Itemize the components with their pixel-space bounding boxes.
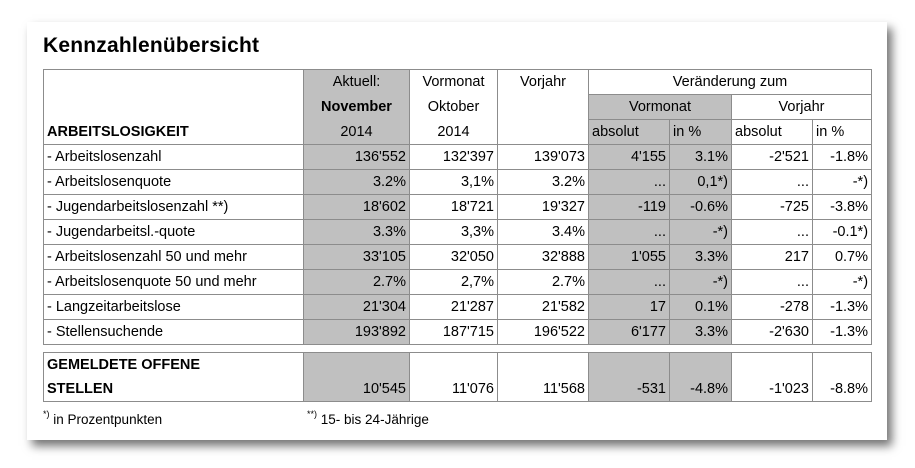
table-row (44, 295, 872, 320)
header-prev-year-label: Vorjahr (498, 70, 589, 95)
change-pm-absolut: 6'177 (589, 320, 670, 345)
header-change-prev-month: Vormonat (589, 95, 732, 120)
prev-year-value: 3.2% (498, 170, 589, 195)
header-row-2 (44, 95, 872, 120)
row-label: - Arbeitslosenquote (44, 170, 304, 195)
change-py-percent: -0.1*) (813, 220, 872, 245)
row-label: - Langzeitarbeitslose (44, 295, 304, 320)
row-label: - Arbeitslosenquote 50 und mehr (44, 270, 304, 295)
open-positions-row-1 (44, 353, 872, 378)
prev-month-value: 132'397 (410, 145, 498, 170)
change-pm-absolut: -119 (589, 195, 670, 220)
current-value: 10'545 (304, 377, 410, 402)
change-py-percent: 0.7% (813, 245, 872, 270)
table-row (44, 320, 872, 345)
change-pm-absolut: 17 (589, 295, 670, 320)
change-pm-percent: 0.1% (670, 295, 732, 320)
prev-year-value: 19'327 (498, 195, 589, 220)
change-pm-percent: 3.3% (670, 245, 732, 270)
prev-month-value: 3,1% (410, 170, 498, 195)
header-change-label: Veränderung zum (589, 70, 872, 95)
change-pm-absolut: -531 (589, 377, 670, 402)
open-positions-label-2: STELLEN (44, 377, 304, 402)
blank (304, 353, 410, 378)
header-py-percent: in % (813, 120, 872, 145)
prev-year-value: 32'888 (498, 245, 589, 270)
header-prev-month-year: 2014 (410, 120, 498, 145)
change-pm-percent: -*) (670, 270, 732, 295)
footnote-youth-age (307, 409, 429, 427)
change-pm-absolut: 1'055 (589, 245, 670, 270)
change-pm-absolut: 4'155 (589, 145, 670, 170)
table-row (44, 195, 872, 220)
change-py-absolut: -1'023 (732, 377, 813, 402)
header-pm-percent: in % (670, 120, 732, 145)
change-py-percent: -1.3% (813, 320, 872, 345)
change-py-absolut: ... (732, 220, 813, 245)
table-row (44, 220, 872, 245)
prev-year-value: 11'568 (498, 377, 589, 402)
change-py-absolut: 217 (732, 245, 813, 270)
current-value: 3.3% (304, 220, 410, 245)
footnote-mark-2: **) (307, 409, 318, 419)
change-py-absolut: -725 (732, 195, 813, 220)
current-value: 136'552 (304, 145, 410, 170)
blank (589, 353, 670, 378)
header-change-prev-year: Vorjahr (732, 95, 872, 120)
prev-month-value: 187'715 (410, 320, 498, 345)
blank (732, 353, 813, 378)
footnote-percentage-points (43, 409, 163, 427)
current-value: 33'105 (304, 245, 410, 270)
indicators-table (43, 69, 872, 402)
table-row (44, 145, 872, 170)
change-pm-percent: 3.1% (670, 145, 732, 170)
header-prev-month: Oktober (410, 95, 498, 120)
change-py-absolut: -2'521 (732, 145, 813, 170)
prev-year-value: 196'522 (498, 320, 589, 345)
change-pm-absolut: ... (589, 220, 670, 245)
change-pm-absolut: ... (589, 170, 670, 195)
change-pm-percent: -4.8% (670, 377, 732, 402)
section-heading-unemployment: ARBEITSLOSIGKEIT (44, 120, 304, 145)
prev-month-value: 3,3% (410, 220, 498, 245)
change-pm-percent: -0.6% (670, 195, 732, 220)
change-py-absolut: ... (732, 270, 813, 295)
change-py-percent: -*) (813, 170, 872, 195)
spacer-cell (44, 345, 872, 353)
change-py-absolut: ... (732, 170, 813, 195)
section-spacer (44, 345, 872, 353)
prev-month-value: 18'721 (410, 195, 498, 220)
header-current-label: Aktuell: (304, 70, 410, 95)
header-row-3 (44, 120, 872, 145)
header-blank (498, 120, 589, 145)
prev-month-value: 32'050 (410, 245, 498, 270)
open-positions-row-2 (44, 377, 872, 402)
row-label: - Jugendarbeitsl.-quote (44, 220, 304, 245)
change-py-absolut: -278 (732, 295, 813, 320)
header-pm-absolut: absolut (589, 120, 670, 145)
row-label: - Stellensuchende (44, 320, 304, 345)
change-pm-percent: 3.3% (670, 320, 732, 345)
table-row (44, 270, 872, 295)
summary-card (27, 22, 887, 440)
current-value: 18'602 (304, 195, 410, 220)
row-label: - Arbeitslosenzahl (44, 145, 304, 170)
prev-year-value: 3.4% (498, 220, 589, 245)
footnote-mark-1: *) (43, 409, 50, 419)
change-py-percent: -8.8% (813, 377, 872, 402)
prev-month-value: 21'287 (410, 295, 498, 320)
open-positions-label-1: GEMELDETE OFFENE (44, 353, 304, 378)
blank (498, 353, 589, 378)
footnote-text-2: 15- bis 24-Jährige (320, 412, 429, 427)
prev-year-value: 139'073 (498, 145, 589, 170)
change-py-percent: -1.3% (813, 295, 872, 320)
prev-year-value: 2.7% (498, 270, 589, 295)
table-row (44, 170, 872, 195)
header-current-year: 2014 (304, 120, 410, 145)
prev-year-value: 21'582 (498, 295, 589, 320)
current-value: 193'892 (304, 320, 410, 345)
page-title: Kennzahlenübersicht (43, 34, 260, 57)
change-py-absolut: -2'630 (732, 320, 813, 345)
change-py-percent: -1.8% (813, 145, 872, 170)
blank (670, 353, 732, 378)
current-value: 2.7% (304, 270, 410, 295)
blank (410, 353, 498, 378)
row-label: - Arbeitslosenzahl 50 und mehr (44, 245, 304, 270)
header-row-1 (44, 70, 872, 95)
prev-month-value: 2,7% (410, 270, 498, 295)
prev-month-value: 11'076 (410, 377, 498, 402)
current-value: 21'304 (304, 295, 410, 320)
header-current-month: November (304, 95, 410, 120)
current-value: 3.2% (304, 170, 410, 195)
change-pm-percent: 0,1*) (670, 170, 732, 195)
row-label: - Jugendarbeitslosenzahl **) (44, 195, 304, 220)
header-blank (44, 95, 304, 120)
blank (813, 353, 872, 378)
change-pm-absolut: ... (589, 270, 670, 295)
header-blank (44, 70, 304, 95)
header-prev-month-label: Vormonat (410, 70, 498, 95)
change-pm-percent: -*) (670, 220, 732, 245)
footnote-text-1: in Prozentpunkten (53, 412, 163, 427)
change-py-percent: -*) (813, 270, 872, 295)
change-py-percent: -3.8% (813, 195, 872, 220)
table-row (44, 245, 872, 270)
header-blank (498, 95, 589, 120)
header-py-absolut: absolut (732, 120, 813, 145)
